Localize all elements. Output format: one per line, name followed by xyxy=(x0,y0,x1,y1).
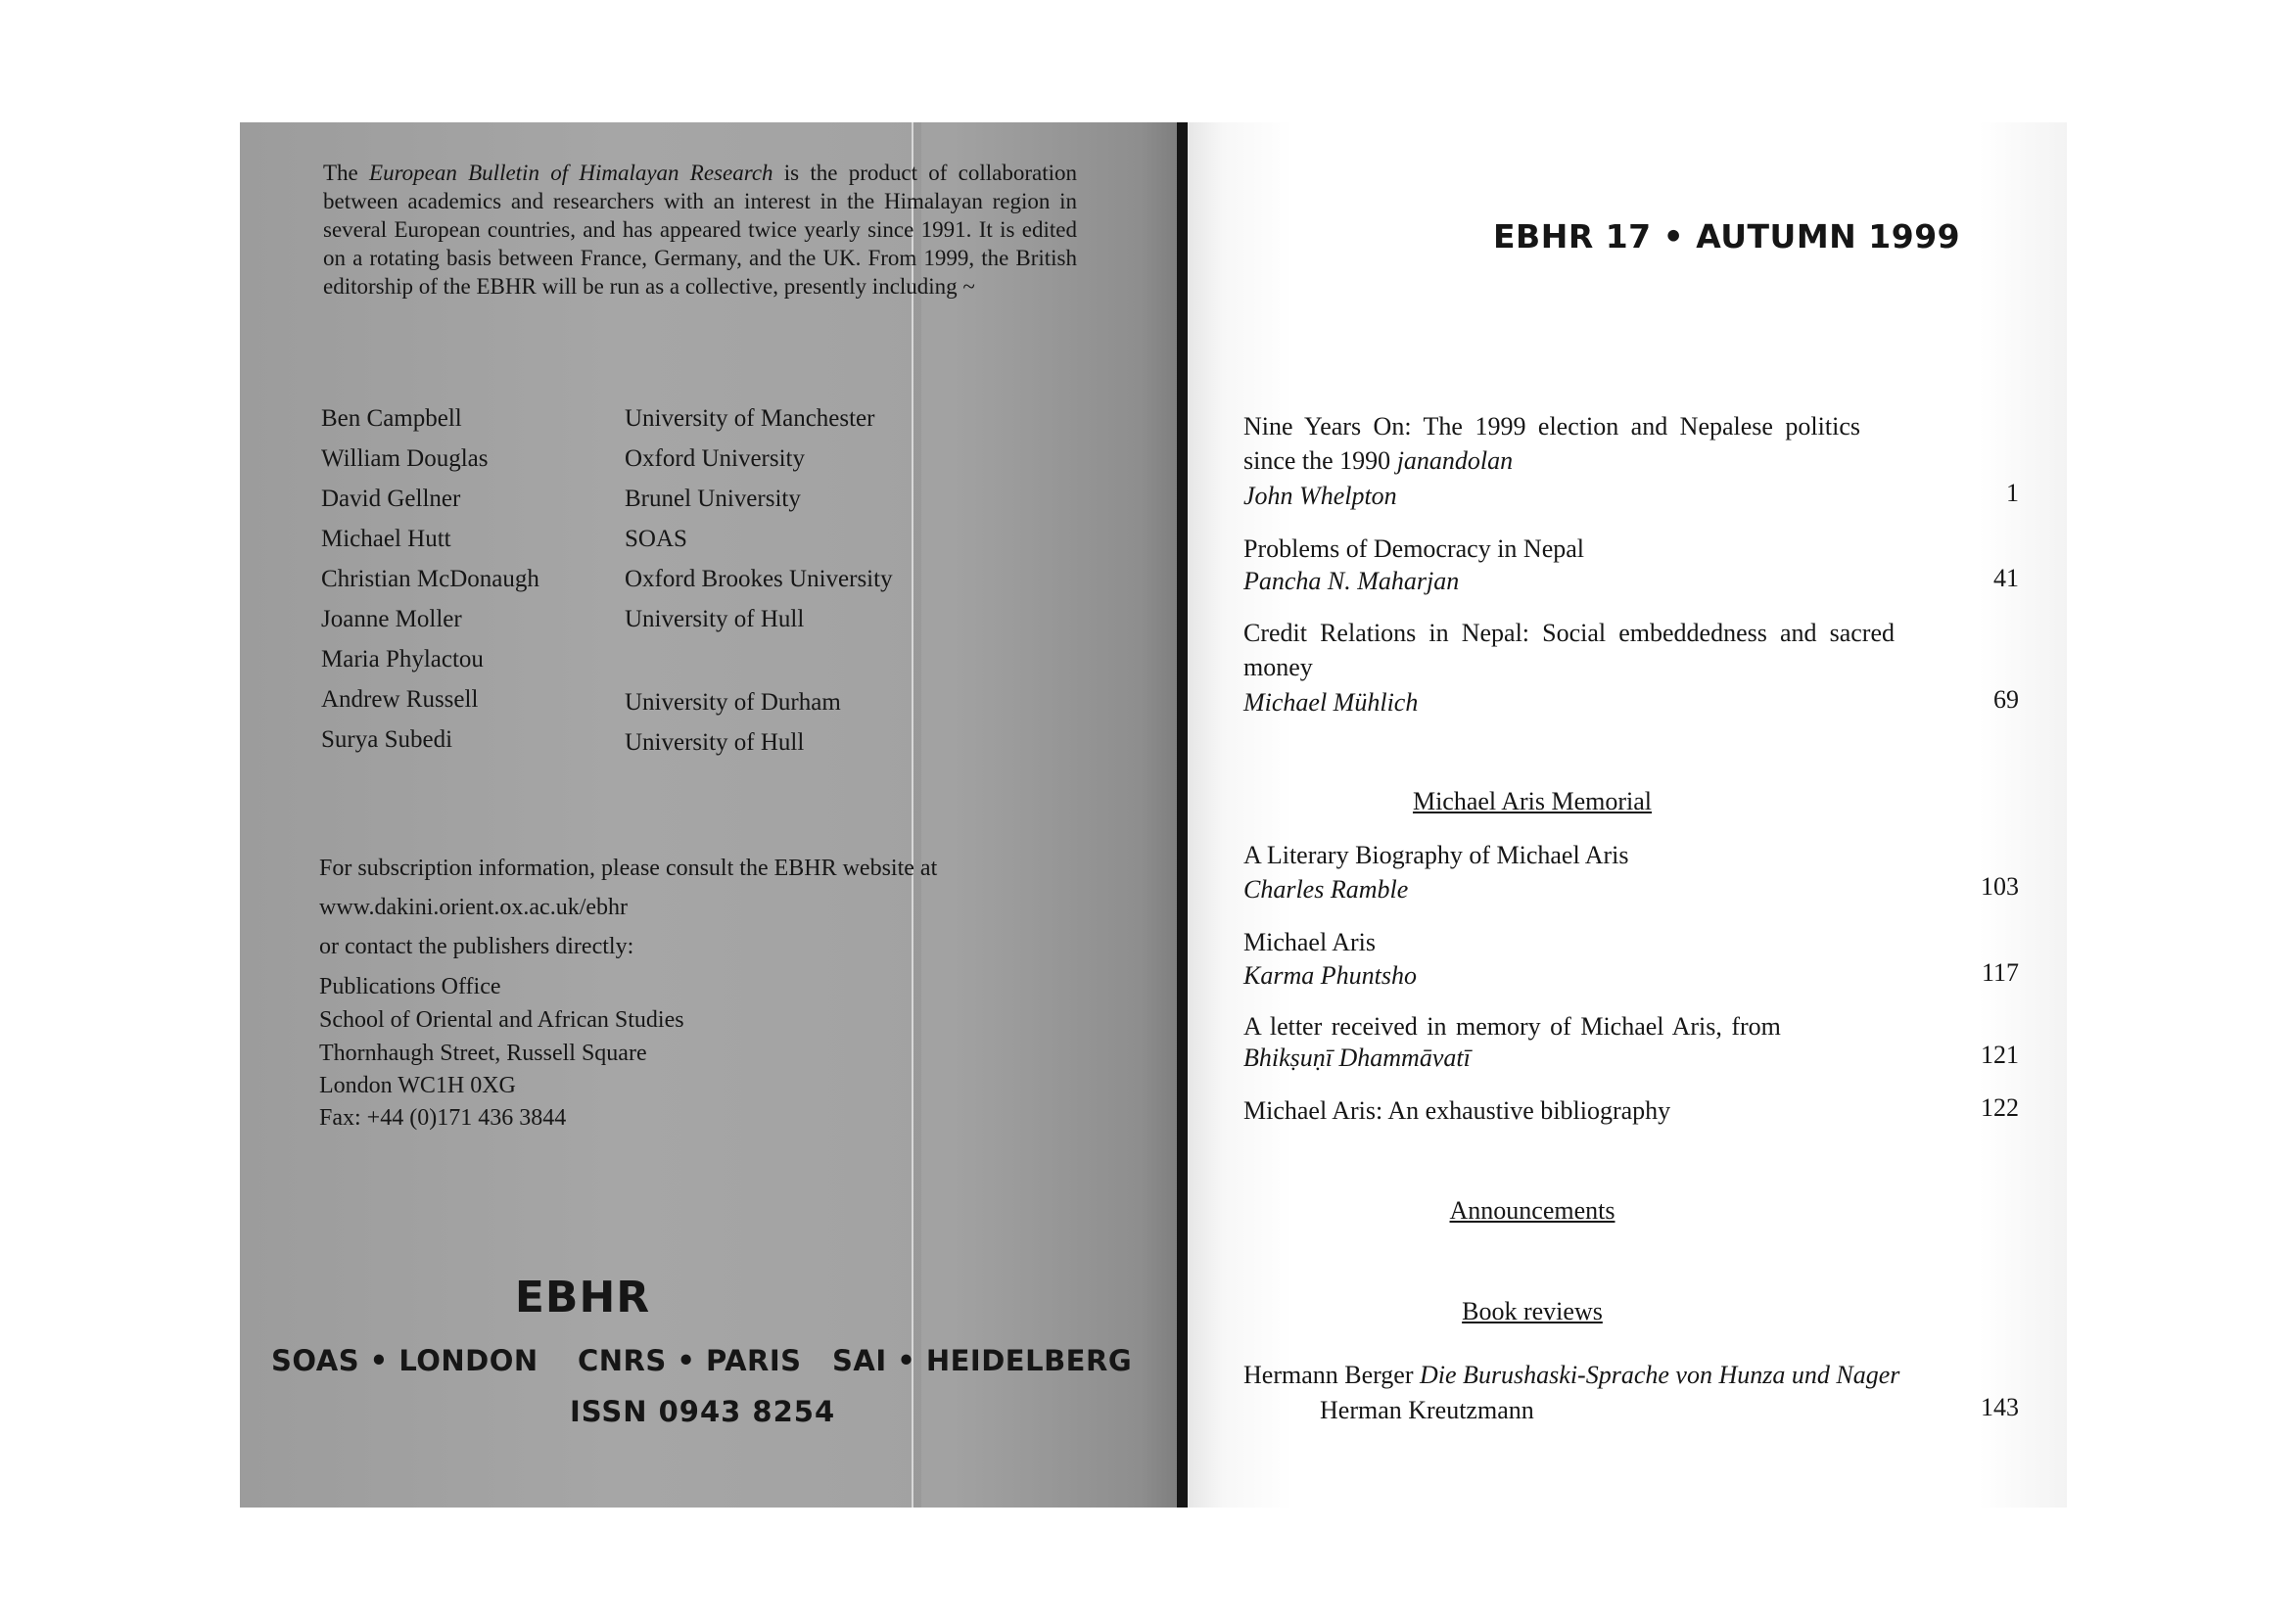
member-institution: Oxford University xyxy=(625,445,805,472)
member-institution: University of Durham xyxy=(625,689,841,716)
page-number: 1 xyxy=(2006,479,2019,507)
article-author: Michael Mühlich xyxy=(1243,688,1419,717)
article-author: Pancha N. Maharjan xyxy=(1243,567,1460,595)
book-title: Die Burushaski-Sprache von Hunza und Nager xyxy=(1420,1361,1900,1389)
member-name: Christian McDonaugh xyxy=(321,566,539,592)
partner-sai: SAI • HEIDELBERG xyxy=(832,1344,1133,1377)
article-title: Nine Years On: The 1999 election and Nepalese politics since the 1990 janandolan xyxy=(1243,412,1860,475)
member-name: Surya Subedi xyxy=(321,726,453,753)
intro-prefix: The xyxy=(323,161,370,185)
article-title: Problems of Democracy in Nepal xyxy=(1243,534,1585,563)
page-number: 121 xyxy=(1981,1041,2019,1069)
issue-heading: EBHR 17 • AUTUMN 1999 xyxy=(1493,217,1961,255)
intro-paragraph xyxy=(323,159,1077,301)
page-number: 41 xyxy=(1993,564,2019,592)
memorial-author: Bhikṣuṇī Dhammāvatī xyxy=(1243,1044,1471,1072)
book-author: Hermann Berger xyxy=(1243,1361,1414,1389)
article-author: John Whelpton xyxy=(1243,482,1397,510)
journal-name: European Bulletin of Himalayan Research xyxy=(369,161,773,185)
member-name: Michael Hutt xyxy=(321,526,451,552)
address-line: School of Oriental and African Studies xyxy=(319,1007,684,1033)
page-number: 122 xyxy=(1981,1093,2019,1122)
memorial-author: Karma Phuntsho xyxy=(1243,961,1417,990)
intro-text: is the product of collaboration between academics and researchers with an interest in the Himalayan region in several European countries, and has appeared twice yearly since 1991. It is edited on a rotating basis between France, Germany, and the UK. From 1999, the British editorship of the EBHR will be run as a collective, presently including ~ xyxy=(323,161,1077,299)
review-line xyxy=(1243,1358,1899,1392)
partner-cnrs: CNRS • PARIS xyxy=(578,1344,802,1377)
book-reviews-heading: Book reviews xyxy=(1462,1297,1603,1325)
member-name: Ben Campbell xyxy=(321,405,462,432)
memorial-title: A letter received in memory of Michael Aris, from xyxy=(1243,1012,1781,1041)
page-number: 143 xyxy=(1981,1393,2019,1421)
member-institution: University of Hull xyxy=(625,729,805,756)
memorial-title: Michael Aris xyxy=(1243,928,1377,956)
memorial-heading: Michael Aris Memorial xyxy=(1412,787,1653,815)
address-line: London WC1H 0XG xyxy=(319,1073,516,1098)
article-title: Credit Relations in Nepal: Social embeddedness and sacred money xyxy=(1243,619,1895,681)
member-name: Andrew Russell xyxy=(321,686,479,713)
announcements-heading: Announcements xyxy=(1449,1196,1615,1225)
website-url: www.dakini.orient.ox.ac.uk/ebhr xyxy=(319,895,629,920)
member-institution: Brunel University xyxy=(625,486,801,512)
address-line: Publications Office xyxy=(319,974,501,999)
page-number: 69 xyxy=(1993,685,2019,714)
memorial-author: Charles Ramble xyxy=(1243,875,1409,904)
address-line: Thornhaugh Street, Russell Square xyxy=(319,1041,647,1066)
memorial-title: A Literary Biography of Michael Aris xyxy=(1243,841,1629,869)
page-number: 117 xyxy=(1981,958,2019,987)
member-institution: Oxford Brookes University xyxy=(625,566,893,592)
ebhr-logo: EBHR xyxy=(514,1273,651,1322)
member-institution: University of Manchester xyxy=(625,405,875,432)
member-name: David Gellner xyxy=(321,486,461,512)
reviewer-name: Herman Kreutzmann xyxy=(1320,1396,1534,1424)
member-name: Maria Phylactou xyxy=(321,646,484,673)
memorial-title: Michael Aris: An exhaustive bibliography xyxy=(1243,1096,1671,1125)
contact-text: or contact the publishers directly: xyxy=(319,934,634,959)
member-name: Joanne Moller xyxy=(321,606,462,632)
member-institution: SOAS xyxy=(625,526,687,552)
page-number: 103 xyxy=(1981,872,2019,901)
member-institution: University of Hull xyxy=(625,606,805,632)
partner-soas: SOAS • LONDON xyxy=(271,1344,538,1377)
subscription-text: For subscription information, please consult the EBHR website at xyxy=(319,856,938,881)
member-name: William Douglas xyxy=(321,445,489,472)
issn-number: ISSN 0943 8254 xyxy=(570,1395,836,1428)
fax-number: Fax: +44 (0)171 436 3844 xyxy=(319,1105,567,1131)
